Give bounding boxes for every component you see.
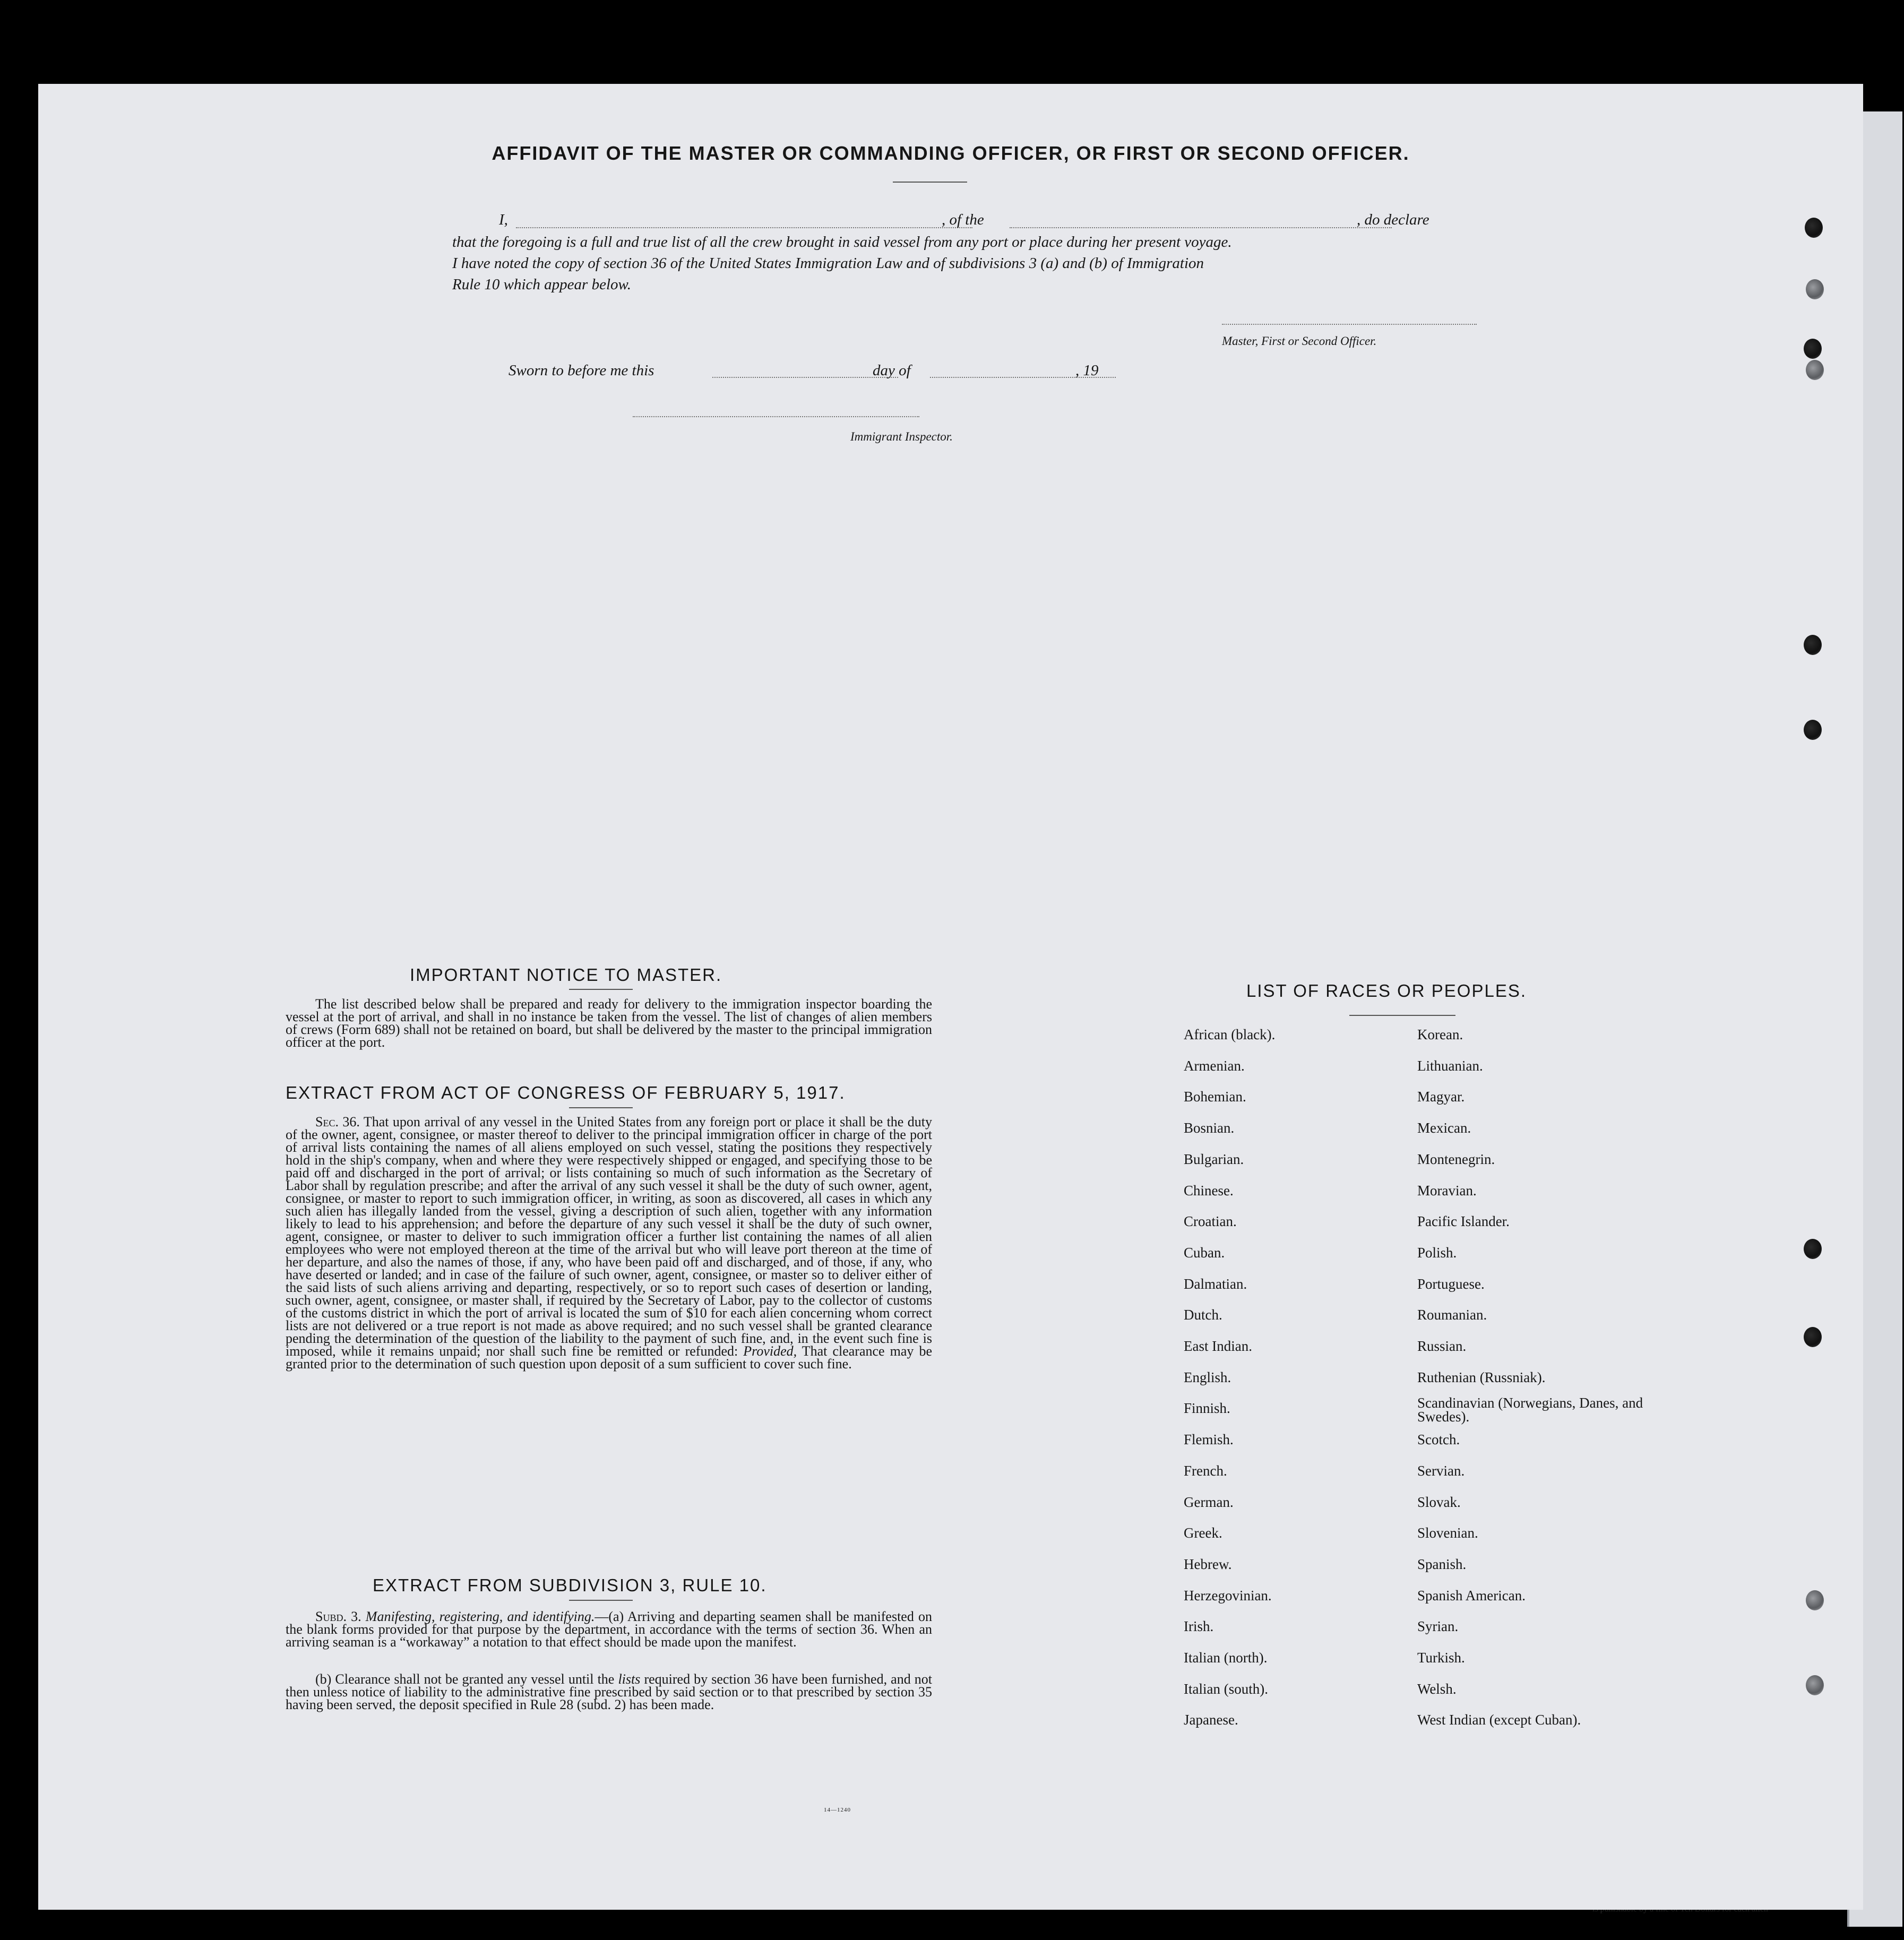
punch-hole-7 — [1804, 1239, 1822, 1259]
race-item: Herzegovinian. — [1184, 1588, 1272, 1603]
affidavit-declare: , do declare — [1357, 211, 1429, 228]
notice-title: IMPORTANT NOTICE TO MASTER. — [410, 965, 722, 985]
race-item: Greek. — [1184, 1525, 1222, 1541]
race-item: Spanish. — [1417, 1556, 1467, 1572]
race-item: Moravian. — [1417, 1183, 1477, 1199]
title-rule — [893, 182, 967, 183]
notice-title-rule — [569, 989, 633, 990]
race-item: Scandinavian (Norwegians, Danes, and Swedes). — [1417, 1395, 1643, 1425]
race-item: Mexican. — [1417, 1120, 1471, 1136]
race-item: Russian. — [1417, 1338, 1467, 1354]
act-text-end: That clearance may be granted prior to the determination of such question upon deposit of a sum sufficient to cover such fine. — [286, 1343, 933, 1372]
race-item: Croatian. — [1184, 1213, 1237, 1229]
race-item: Dalmatian. — [1184, 1276, 1247, 1292]
vessel-blank — [1010, 227, 1392, 228]
races-title-rule — [1349, 1015, 1455, 1016]
punch-hole-1 — [1805, 218, 1823, 238]
punch-hole-9 — [1806, 1590, 1824, 1610]
act-title: EXTRACT FROM ACT OF CONGRESS OF FEBRUARY 5, 1917. — [286, 1083, 846, 1102]
sworn-day-blank — [712, 377, 898, 378]
race-item: Japanese. — [1184, 1712, 1238, 1728]
punch-hole-10 — [1806, 1675, 1824, 1695]
race-item: Turkish. — [1417, 1650, 1465, 1666]
inspector-signature-label: Immigrant Inspector. — [850, 430, 953, 443]
master-signature-label: Master, First or Second Officer. — [1222, 334, 1377, 348]
race-item: African (black). — [1184, 1027, 1276, 1042]
rule10-subd-a — [286, 1610, 932, 1649]
rule10-text-a: —(a) Arriving and departing seamen shall be manifested on the blank forms provided for that purpose by the department, in accordance with the terms of section 36. When an arriving seaman is a “workaway” a notation to that effect should be made upon the manifest. — [286, 1609, 932, 1650]
rule10-subd-b — [286, 1673, 932, 1711]
race-item: Spanish American. — [1417, 1588, 1526, 1603]
race-item: West Indian (except Cuban). — [1417, 1712, 1581, 1728]
race-item: Cuban. — [1184, 1245, 1225, 1261]
inspector-signature-line — [633, 416, 919, 417]
race-item: Scotch. — [1417, 1432, 1460, 1447]
race-item: Magyar. — [1417, 1089, 1465, 1105]
affidavit-title: AFFIDAVIT OF THE MASTER OR COMMANDING OFFICER, OR FIRST OR SECOND OFFICER. — [492, 142, 1410, 164]
rule10-subd-heading: Manifesting, registering, and identifying. — [365, 1609, 595, 1624]
act-sec-label: Sec. 36. — [315, 1114, 360, 1129]
form-number: 14—1240 — [824, 1807, 851, 1813]
race-item: Portuguese. — [1417, 1276, 1485, 1292]
act-text: That upon arrival of any vessel in the United States from any foreign port or place it shall be the duty of the owner, agent, consignee, or master thereof to deliver to the principal immigration officer in charge of the port of arrival lists containing the names of all aliens employed on such vessel, stating the positions they respectively hold in the ship's company, when and where they were respectively shipped or engaged, and specifying those to be paid off and discharged in the port of arrival; or lists containing so much of such information as the Secretary of Labor shall by regulation prescribe; and after the arrival of any such vessel it shall be the duty of such owner, agent, consignee, or master to report to such immigration officer, in writing, as soon as discovered, all cases in which any such alien has illegally landed from the vessel, giving a description of such alien, together with any information likely to lead to his apprehension; and before the departure of any such vessel it shall be the duty of such owner, agent, consignee, or master to deliver to such immigration officer a further list containing the names of all alien employees who were not employed thereon at the time of the arrival but who will leave port thereon at the time of her departure, and also the names of those, if any, who have been paid off and discharged, and of those, if any, who have deserted or landed; and in case of the failure of such owner, agent, consignee, or master so to deliver either of the said lists of such aliens arriving and departing, respectively, or so to report such cases of desertion or landing, such owner, agent, consignee, or master shall, if required by the Secretary of Labor, pay to the collector of customs of the customs district in which the port of arrival is located the sum of $10 for each alien concerning whom correct lists are not delivered or a true report is not made as above required; and no such vessel shall be granted clearance pending the determination of the question of the liability to the payment of such fine, and, in the event such fine is imposed, while it remains unpaid; nor shall such fine be remitted or refunded: — [286, 1114, 932, 1359]
races-title: LIST OF RACES OR PEOPLES. — [1246, 981, 1527, 1001]
punch-hole-2 — [1806, 279, 1824, 299]
act-title-rule — [569, 1107, 633, 1108]
race-item: Roumanian. — [1417, 1307, 1487, 1323]
race-item: Finnish. — [1184, 1400, 1230, 1416]
notice-text: The list described below shall be prepared and ready for delivery to the immigration inspector boarding the vessel at the port of arrival, and shall in no instance be taken from the vessel. The list of changes of alien members of crews (Form 689) shall not be retained on board, but shall be delivered by the master to the principal immigration officer at the port. — [286, 996, 932, 1050]
punch-hole-3 — [1804, 339, 1822, 359]
document-sheet — [38, 84, 1863, 1910]
act-section-36 — [286, 1116, 932, 1370]
race-item: German. — [1184, 1494, 1234, 1510]
race-item: Hebrew. — [1184, 1556, 1232, 1572]
affidavit-of-the: , of the — [942, 211, 984, 228]
race-item: Irish. — [1184, 1618, 1214, 1634]
race-item: Armenian. — [1184, 1058, 1245, 1074]
affidavit-line-2: that the foregoing is a full and true list of all the crew brought in said vessel from any port or place during her present voyage. — [452, 234, 1232, 251]
race-item: Pacific Islander. — [1417, 1213, 1510, 1229]
race-item: East Indian. — [1184, 1338, 1252, 1354]
rule10-text-b-lists: lists — [618, 1671, 641, 1687]
year-text: , 19 — [1075, 362, 1099, 379]
rule10-title: EXTRACT FROM SUBDIVISION 3, RULE 10. — [373, 1575, 767, 1595]
race-item: Italian (south). — [1184, 1681, 1268, 1697]
race-item: Welsh. — [1417, 1681, 1457, 1697]
punch-hole-6 — [1804, 720, 1822, 740]
day-of-text: day of — [873, 362, 911, 379]
race-item: French. — [1184, 1463, 1227, 1479]
punch-hole-4 — [1806, 360, 1824, 380]
race-item: Ruthenian (Russniak). — [1417, 1369, 1546, 1385]
race-item: Bohemian. — [1184, 1089, 1246, 1105]
race-item: Bosnian. — [1184, 1120, 1235, 1136]
rule10-title-rule — [569, 1600, 633, 1601]
race-item: Flemish. — [1184, 1432, 1234, 1447]
rule10-text-b-pre: (b) Clearance shall not be granted any vessel until the — [315, 1671, 615, 1687]
name-blank — [516, 227, 972, 228]
race-item: English. — [1184, 1369, 1231, 1385]
affidavit-line-3: I have noted the copy of section 36 of the United States Immigration Law and of subdivisions 3 (a) and (b) of Immigration — [452, 255, 1204, 272]
sworn-text: Sworn to before me this — [509, 362, 654, 379]
rule10-subd-label: Subd. 3. — [315, 1609, 361, 1624]
race-item: Korean. — [1417, 1027, 1463, 1042]
race-item: Syrian. — [1417, 1618, 1459, 1634]
race-item: Chinese. — [1184, 1183, 1234, 1199]
race-item: Dutch. — [1184, 1307, 1222, 1323]
master-signature-line — [1222, 324, 1477, 325]
affidavit-i: I, — [499, 211, 508, 228]
act-provided: Provided, — [743, 1343, 797, 1359]
race-item: Bulgarian. — [1184, 1151, 1244, 1167]
race-item: Montenegrin. — [1417, 1151, 1495, 1167]
punch-hole-8 — [1804, 1327, 1822, 1347]
race-item: Italian (north). — [1184, 1650, 1268, 1666]
punch-hole-5 — [1804, 635, 1822, 655]
race-item: Lithuanian. — [1417, 1058, 1483, 1074]
race-item: Polish. — [1417, 1245, 1457, 1261]
race-item: Slovenian. — [1417, 1525, 1478, 1541]
race-item: Slovak. — [1417, 1494, 1461, 1510]
race-item: Servian. — [1417, 1463, 1465, 1479]
affidavit-line-4: Rule 10 which appear below. — [452, 276, 631, 293]
rule10-text-b-post: required by section 36 have been furnished, and not then unless notice of liability to the administrative fine prescribed by said section or to that prescribed by section 35 having been served, the deposit specified in Rule 28 (subd. 2) has been made. — [286, 1671, 933, 1712]
